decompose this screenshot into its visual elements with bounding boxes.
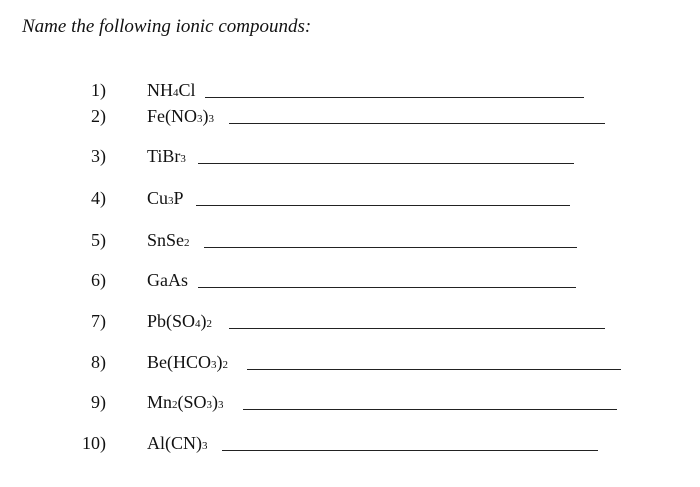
answer-blank[interactable] <box>229 328 605 329</box>
question-number: 6) <box>91 270 106 290</box>
chemical-formula: Mn2(SO3)3 <box>147 392 224 412</box>
question-row <box>0 144 700 170</box>
answer-blank[interactable] <box>196 205 570 206</box>
chemical-formula: SnSe2 <box>147 230 190 250</box>
question-row <box>0 350 700 376</box>
question-number: 8) <box>91 352 106 372</box>
answer-blank[interactable] <box>205 97 584 98</box>
question-number: 10) <box>82 433 106 453</box>
question-number: 1) <box>91 80 106 100</box>
chemical-formula: Fe(NO3)3 <box>147 106 214 126</box>
worksheet-heading: Name the following ionic compounds: <box>22 16 312 37</box>
answer-blank[interactable] <box>204 247 577 248</box>
chemical-formula: TiBr3 <box>147 146 186 166</box>
answer-blank[interactable] <box>229 123 605 124</box>
chemical-formula: Be(HCO3)2 <box>147 352 228 372</box>
question-row <box>0 431 700 457</box>
question-row <box>0 104 700 130</box>
answer-blank[interactable] <box>198 287 576 288</box>
question-row <box>0 78 700 104</box>
question-number: 4) <box>91 188 106 208</box>
chemical-formula: Cu3P <box>147 188 184 208</box>
chemical-formula: Al(CN)3 <box>147 433 208 453</box>
chemical-formula: NH4Cl <box>147 80 196 100</box>
question-row <box>0 390 700 416</box>
answer-blank[interactable] <box>247 369 621 370</box>
question-number: 2) <box>91 106 106 126</box>
answer-blank[interactable] <box>222 450 598 451</box>
question-number: 9) <box>91 392 106 412</box>
question-row <box>0 268 700 294</box>
chemical-formula: Pb(SO4)2 <box>147 311 213 331</box>
chemical-formula: GaAs <box>147 270 188 290</box>
question-row <box>0 228 700 254</box>
question-row <box>0 186 700 212</box>
question-number: 5) <box>91 230 106 250</box>
question-row <box>0 309 700 335</box>
answer-blank[interactable] <box>243 409 617 410</box>
question-number: 7) <box>91 311 106 331</box>
answer-blank[interactable] <box>198 163 574 164</box>
question-number: 3) <box>91 146 106 166</box>
